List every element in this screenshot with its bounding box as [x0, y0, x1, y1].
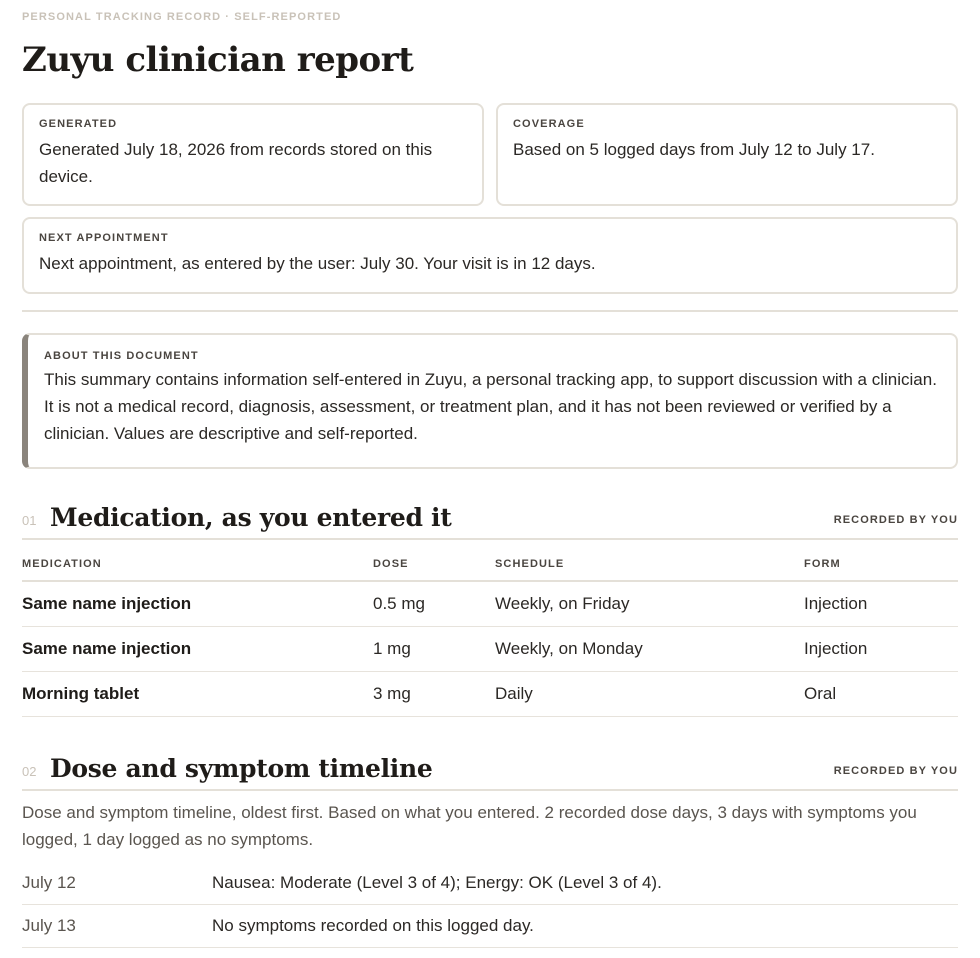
- section-underline: [22, 538, 958, 540]
- next-appointment-label: NEXT APPOINTMENT: [39, 232, 169, 244]
- about-text: This summary contains information self-entered in Zuyu, a personal tracking app, to support discussion with a clinician. It is not a medical record, diagnosis, assessment, or treatment plan, and it has not been reviewed or verified by a clinician. Values are descriptive and self-reported.: [44, 370, 937, 443]
- next-appointment-text: Next appointment, as entered by the user: July 30. Your visit is in 12 days.: [39, 254, 596, 273]
- medication-name: Same name injection: [22, 581, 373, 627]
- medication-dose: 3 mg: [373, 672, 495, 717]
- medication-section-header: [22, 500, 958, 540]
- generated-label: GENERATED: [39, 118, 118, 130]
- timeline-entry-text: Nausea: Moderate (Level 3 of 4); Energy: OK (Level 3 of 4).: [212, 873, 662, 892]
- generated-card: [22, 103, 484, 206]
- recorded-by-you-tag: RECORDED BY YOU: [833, 514, 958, 526]
- medication-dose: 1 mg: [373, 627, 495, 672]
- column-header-dose: DOSE: [373, 548, 495, 581]
- list-item: [22, 862, 958, 905]
- timeline-section-header: [22, 751, 958, 791]
- generated-text: Generated July 18, 2026 from records stored on this device.: [39, 140, 433, 186]
- table-row: [22, 672, 958, 717]
- coverage-label: COVERAGE: [513, 118, 585, 130]
- section-underline: [22, 789, 958, 791]
- section-number: 02: [22, 764, 37, 779]
- medication-schedule: Weekly, on Friday: [495, 581, 804, 627]
- coverage-text: Based on 5 logged days from July 12 to July 17.: [513, 140, 875, 159]
- medication-dose: 0.5 mg: [373, 581, 495, 627]
- table-header-row: [22, 548, 958, 581]
- medication-form: Injection: [804, 627, 958, 672]
- recorded-by-you-tag: RECORDED BY YOU: [833, 765, 958, 777]
- column-header-schedule: SCHEDULE: [495, 548, 804, 581]
- about-label: ABOUT THIS DOCUMENT: [44, 350, 199, 362]
- next-appointment-card: [22, 217, 958, 294]
- timeline-date: July 12: [22, 873, 76, 892]
- medication-table: [22, 548, 958, 717]
- timeline-intro: Dose and symptom timeline, oldest first. Based on what you entered. 2 recorded dose days, 3 days with symptoms you logged, 1 day logged as no symptoms.: [22, 803, 917, 849]
- timeline-date: July 13: [22, 916, 76, 935]
- divider: [22, 310, 958, 312]
- report-eyebrow: PERSONAL TRACKING RECORD · SELF-REPORTED: [22, 11, 342, 23]
- table-row: [22, 627, 958, 672]
- page-title: Zuyu clinician report: [22, 40, 414, 80]
- column-header-medication: MEDICATION: [22, 548, 373, 581]
- medication-form: Oral: [804, 672, 958, 717]
- medication-form: Injection: [804, 581, 958, 627]
- section-title: Medication, as you entered it: [50, 503, 452, 532]
- timeline-entry-text: No symptoms recorded on this logged day.: [212, 916, 534, 935]
- coverage-card: [496, 103, 958, 206]
- medication-schedule: Daily: [495, 672, 804, 717]
- section-title: Dose and symptom timeline: [50, 754, 433, 783]
- medication-name: Same name injection: [22, 627, 373, 672]
- about-document-callout: [22, 333, 958, 469]
- column-header-form: FORM: [804, 548, 958, 581]
- section-number: 01: [22, 513, 37, 528]
- list-item: [22, 905, 958, 948]
- medication-schedule: Weekly, on Monday: [495, 627, 804, 672]
- medication-name: Morning tablet: [22, 672, 373, 717]
- table-row: [22, 581, 958, 627]
